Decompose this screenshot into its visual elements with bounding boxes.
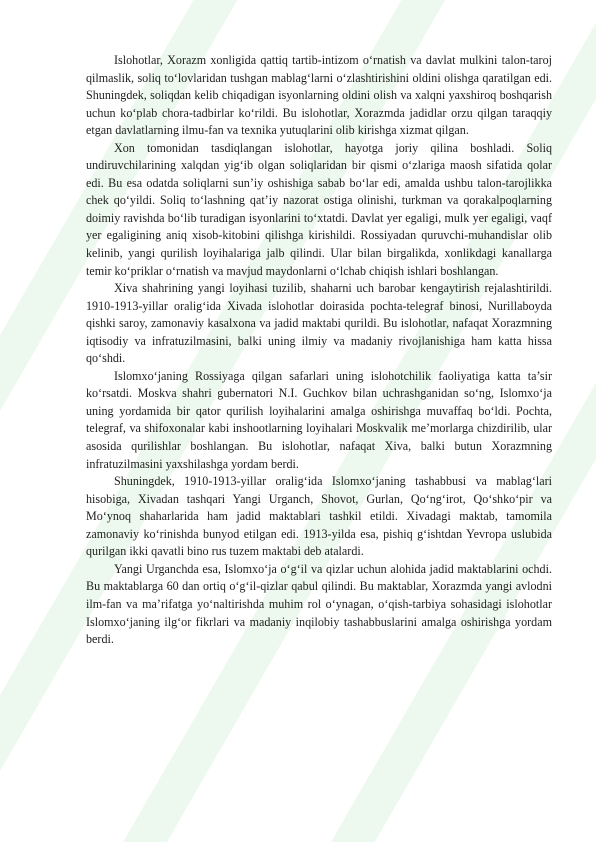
paragraph: Xon tomonidan tasdiqlangan islohotlar, hayotga joriy qilina boshladi. Soliq undiruvchilarining xalqdan yig‘ib olgan soliqlaridan bir qismi o‘zlariga maosh sifatida qolar edi. Bu esa odatda soliqlarni sun’iy oshishiga sabab bo‘lar edi, amalda ushbu talon-tarojlikka chek qo‘yildi. Soliq to‘lashning qat’iy nazorat ostiga olinishi, turkman va qorakalpoqlarning doimiy ravishda bo‘lib turadigan isyonlarini to‘xtatdi. Davlat yer egaligi, mulk yer egaligi, vaqf yer egaligining aniq xisob-kitobini qilishga kirishildi. Rossiyadan quruvchi-muhandislar olib kelinib, yangi qurilish loyihalariga jalb qilindi. Ular bilan birgalikda, xonlikdagi kanallarga temir ko‘priklar o‘rnatish va mavjud maydonlarni o‘lchab chiqish ishlari boshlangan. — [86, 140, 552, 278]
paragraph: Shuningdek, 1910-1913-yillar oralig‘ida Islomxo‘janing tashabbusi va mablag‘lari hisobiga, Xivadan tashqari Yangi Urganch, Shovot, Gurlan, Qo‘ng‘irot, Qo‘shko‘pir va Mo‘ynoq shaharlarida ham jadid maktablari tashkil etildi. Xivadagi maktab, tamomila zamonaviy ko‘rinishda bunyod etilgan edi. 1913-yilda esa, pishiq g‘ishtdan Yevropa uslubida qurilgan ikki qavatli bino rus tuzem maktabi deb atalardi. — [86, 474, 552, 559]
paragraph: Xiva shahrining yangi loyihasi tuzilib, shaharni uch barobar kengaytirish rejalashtirildi. 1910-1913-yillar oralig‘ida Xivada islohotlar doirasida pochta-telegraf binosi, Nurillaboyda qishki saroy, zamonaviy kasalxona va jadid maktabi qurildi. Bu islohotlar, nafaqat Xorazmning iqtisodiy va infratuzilmasini, balki uning ilmiy va madaniy rivojlanishiga ham katta hissa qo‘shdi. — [86, 281, 552, 366]
paragraph: Islohotlar, Xorazm xonligida qattiq tartib-intizom o‘rnatish va davlat mulkini talon-taroj qilmaslik, soliq to‘lovlaridan tushgan mablag‘larni o‘zlashtirishini oldini olishga qaratilgan edi. Shuningdek, soliqdan kelib chiqadigan isyonlarning oldini olish va xalqni yaxshiroq boshqarish uchun ko‘plab chora-tadbirlar ko‘rildi. Bu islohotlar, Xorazmda jadidlar orzu qilgan taraqqiy etgan davlatlarning ilmu-fan va texnika yutuqlarini olib kirishga xizmat qilgan. — [86, 53, 552, 138]
paragraph: Yangi Urganchda esa, Islomxo‘ja o‘g‘il va qizlar uchun alohida jadid maktablarini ochdi. Bu maktablarga 60 dan ortiq o‘g‘il-qizlar qabul qilindi. Bu maktablar, Xorazmda yangi avlodni ilm-fan va ma’rifatga yo‘naltirishda muhim rol o‘ynagan, o‘qish-tarbiya sohasidagi islohotlar Islomxo‘janing ilg‘or fikrlari va madaniy inqilobiy tashabbuslarini amalga oshirishga yordam berdi. — [86, 561, 552, 647]
document-body — [86, 52, 552, 649]
paragraph: Islomxo‘janing Rossiyaga qilgan safarlari uning islohotchilik faoliyatiga katta ta’sir ko‘rsatdi. Moskva shahri gubernatori N.I. Guchkov bilan uchrashganidan so‘ng, Islomxo‘ja uning yordamida bir qator qurilish loyihalarini amalga oshirishga muvaffaq bo‘ldi. Pochta, telegraf, va shifoxonalar kabi inshootlarning loyihalari Moskvalik me’morlarga chizdirilib, ular asosida qurilishlar boshlangan. Bu islohotlar, nafaqat Xiva, balki butun Xorazmning infratuzilmasini yaxshilashga yordam berdi. — [86, 368, 552, 471]
